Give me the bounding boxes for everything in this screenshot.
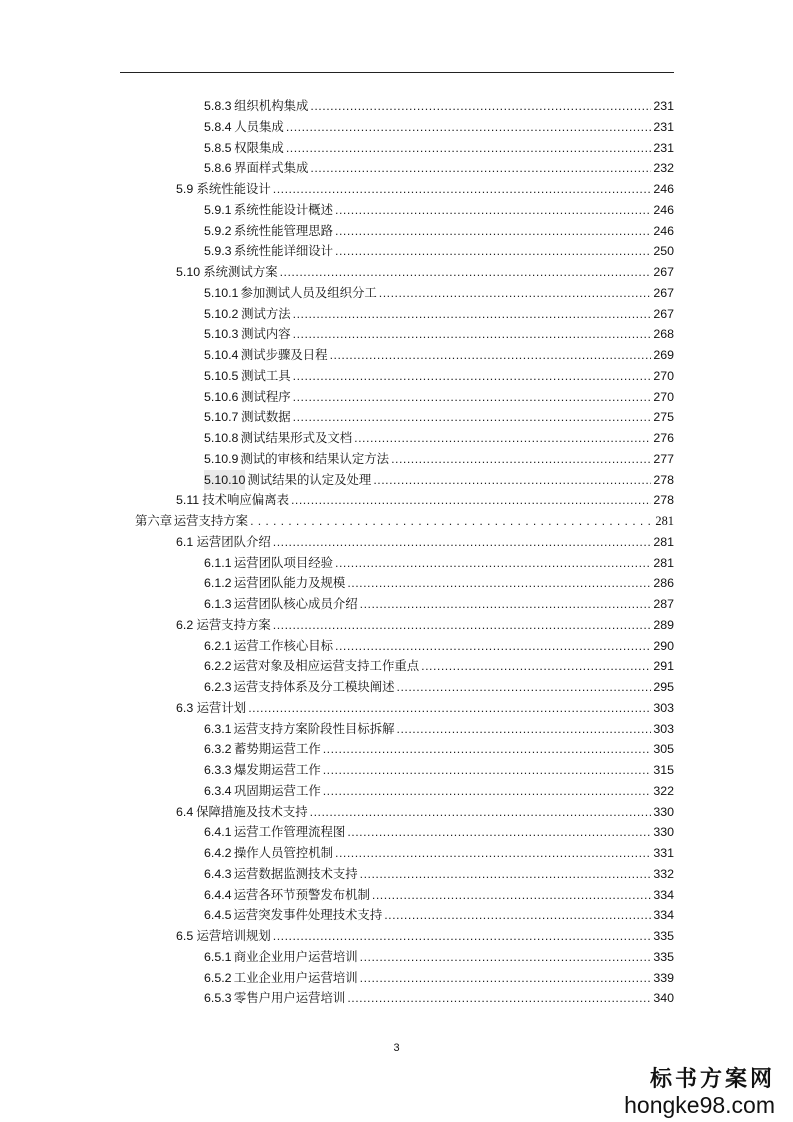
- toc-entry-title: 巩固期运营工作: [234, 782, 321, 798]
- toc-entry-title: 运营支持方案阶段性目标拆解: [233, 720, 395, 736]
- toc-entry-leader: [273, 926, 652, 946]
- toc-entry-page: 246: [653, 182, 674, 196]
- toc-entry-leader: [384, 905, 651, 925]
- toc-entry-leader: [310, 158, 651, 178]
- toc-entry-title: 运营培训规划: [196, 928, 271, 943]
- toc-entry-title: 测试结果形式及文档: [240, 430, 353, 445]
- toc-entry-title: 操作人员管控机制: [233, 845, 334, 860]
- toc-entry-page: 250: [653, 244, 674, 259]
- toc-entry-leader: [391, 449, 651, 469]
- toc-entry-number: 6.3.1: [204, 721, 232, 736]
- toc-entry-leader: [250, 511, 653, 531]
- toc-entry-leader: [310, 802, 652, 822]
- toc-entry[interactable]: [204, 677, 674, 697]
- toc-entry[interactable]: [204, 324, 674, 344]
- toc-entry-title: 运营工作核心目标: [233, 637, 334, 653]
- toc-entry-page: 268: [653, 327, 674, 342]
- toc-entry-leader: [310, 96, 651, 116]
- toc-entry-title: 工业企业用户运营培训: [233, 969, 358, 985]
- watermark-cn: 标书方案网: [649, 1066, 775, 1092]
- toc-entry[interactable]: [204, 387, 674, 407]
- toc-entry-number: 5.10.8: [204, 431, 239, 445]
- toc-entry[interactable]: [204, 905, 674, 925]
- toc-entry-page: 322: [653, 783, 674, 798]
- toc-entry-title: 保障措施及技术支持: [196, 803, 308, 819]
- toc-entry[interactable]: [204, 117, 674, 137]
- toc-entry-title: 运营突发事件处理技术支持: [233, 907, 383, 923]
- toc-entry-page: 281: [653, 534, 674, 549]
- toc-entry-page: 340: [653, 991, 674, 1006]
- toc-entry[interactable]: [176, 698, 674, 718]
- toc-entry-title: 界面样式集成: [234, 160, 309, 176]
- toc-entry-number: 6.2.1: [204, 638, 232, 653]
- toc-entry[interactable]: [204, 760, 674, 780]
- header-rule: [120, 72, 674, 73]
- toc-entry-leader: [360, 864, 652, 884]
- toc-entry-leader: [335, 843, 651, 863]
- toc-entry-number: 6.3.3: [204, 763, 232, 777]
- toc-entry[interactable]: [176, 926, 674, 946]
- toc-entry[interactable]: [204, 885, 674, 905]
- toc-entry[interactable]: [176, 615, 674, 635]
- toc-entry-page: 281: [653, 555, 674, 570]
- toc-entry-leader: [360, 594, 652, 614]
- toc-entry-title: 运营支持体系及分工模块阐述: [233, 679, 395, 694]
- toc-entry-leader: [335, 200, 651, 220]
- toc-entry[interactable]: [204, 947, 674, 967]
- toc-entry-number: 5.10.10: [204, 470, 245, 490]
- toc-entry-page: 290: [653, 638, 674, 653]
- toc-entry-leader: [372, 885, 651, 905]
- toc-entry-leader: [273, 532, 652, 552]
- toc-entry-leader: [397, 719, 652, 739]
- toc-entry-page: 232: [653, 161, 674, 176]
- toc-entry-number: 6.5.3: [204, 991, 232, 1006]
- toc-entry-title: 权限集成: [234, 139, 284, 155]
- toc-entry-leader: [293, 304, 652, 324]
- toc-entry-page: 315: [653, 763, 674, 777]
- toc-entry[interactable]: [176, 179, 674, 199]
- toc-entry[interactable]: [176, 490, 674, 510]
- toc-entry-title: 系统性能管理思路: [233, 222, 334, 238]
- toc-entry[interactable]: [204, 449, 674, 469]
- toc-entry[interactable]: [204, 407, 674, 427]
- toc-entry-number: 5.10: [176, 265, 201, 279]
- toc-entry-number: 6.4.4: [204, 887, 232, 902]
- toc-entry-number: 5.8.5: [204, 140, 232, 155]
- toc-entry-number: 6.2: [176, 617, 194, 632]
- toc-entry[interactable]: [204, 200, 674, 220]
- toc-entry-leader: [335, 241, 651, 261]
- toc-entry-page: 334: [653, 908, 674, 923]
- toc-entry[interactable]: [204, 843, 674, 863]
- toc-entry-title: 测试数据: [241, 409, 291, 425]
- toc-entry-leader: [286, 117, 651, 137]
- toc-entry-title: 运营工作管理流程图: [233, 824, 346, 840]
- toc-entry-title: 测试工具: [241, 367, 291, 383]
- toc-entry-leader: [330, 345, 652, 365]
- toc-entry-number: 5.9.1: [204, 202, 232, 217]
- toc-entry-number: 6.4.2: [204, 846, 232, 860]
- toc-entry-number: 5.10.7: [204, 410, 239, 425]
- toc-entry[interactable]: [204, 594, 674, 614]
- toc-entry-page: 330: [653, 804, 674, 819]
- toc-entry-page: 339: [653, 970, 674, 985]
- toc-entry[interactable]: [204, 656, 674, 676]
- toc-entry-number: 6.4.3: [204, 866, 232, 881]
- toc-entry[interactable]: [204, 553, 674, 573]
- toc-entry-title: 测试的审核和结果认定方法: [240, 450, 390, 466]
- toc-entry-page: 305: [653, 742, 674, 757]
- toc-entry[interactable]: [204, 470, 674, 490]
- toc-entry[interactable]: [204, 158, 674, 178]
- toc-entry-leader: [293, 387, 652, 407]
- toc-entry-leader: [335, 636, 651, 656]
- toc-entry-page: 267: [653, 265, 674, 279]
- toc-entry-leader: [421, 656, 651, 676]
- toc-entry-leader: [347, 822, 651, 842]
- toc-entry-title: 蓄势期运营工作: [234, 741, 321, 757]
- toc-entry-number: 6.3.2: [204, 742, 232, 757]
- toc-entry-page: 276: [653, 431, 674, 445]
- toc-entry[interactable]: [204, 822, 674, 842]
- toc-entry-number: 5.8.6: [204, 161, 232, 176]
- toc-entry-title: 运营支持方案: [173, 513, 249, 528]
- toc-entry-leader: [373, 470, 651, 490]
- toc-entry-leader: [293, 366, 652, 386]
- toc-entry-leader: [273, 615, 652, 635]
- toc-entry-page: 286: [653, 576, 674, 591]
- toc-entry[interactable]: [176, 532, 674, 552]
- toc-entry[interactable]: [204, 221, 674, 241]
- toc-entry-leader: [360, 947, 652, 967]
- toc-entry-title: 人员集成: [234, 118, 284, 134]
- toc-entry-title: 参加测试人员及组织分工: [240, 284, 377, 300]
- watermark-en: hongke98.com: [624, 1092, 775, 1118]
- watermark: [624, 1066, 775, 1118]
- toc-entry-title: 运营数据监测技术支持: [233, 865, 358, 881]
- toc-entry[interactable]: [204, 988, 674, 1008]
- toc-entry[interactable]: [204, 719, 674, 739]
- toc-entry-number: 5.10.9: [204, 451, 239, 466]
- toc-entry-page: 246: [653, 202, 674, 217]
- toc-entry[interactable]: [204, 283, 674, 303]
- toc-entry-leader: [347, 573, 651, 593]
- toc-entry[interactable]: [204, 366, 674, 386]
- toc-entry-number: 第六章: [135, 513, 173, 528]
- toc-entry[interactable]: [176, 802, 674, 822]
- toc-entry-page: 335: [653, 949, 674, 964]
- toc-entry-number: 6.2.2: [204, 659, 232, 674]
- toc-entry-page: 295: [653, 680, 674, 694]
- toc-entry-title: 运营各环节预警发布机制: [233, 886, 370, 902]
- toc-entry-number: 6.4.1: [204, 825, 232, 840]
- toc-entry-page: 231: [653, 140, 674, 155]
- toc-entry[interactable]: [204, 96, 674, 116]
- toc-entry-page: 289: [653, 617, 674, 632]
- toc-entry-leader: [354, 428, 651, 448]
- toc-entry-title: 系统测试方案: [203, 264, 278, 279]
- toc-entry-number: 6.3.4: [204, 783, 232, 798]
- toc-entry-page: 270: [653, 389, 674, 404]
- toc-entry-leader: [335, 553, 651, 573]
- toc-entry[interactable]: [204, 304, 674, 324]
- toc-entry-number: 5.10.2: [204, 306, 239, 321]
- toc-entry-leader: [280, 262, 652, 282]
- toc-entry-leader: [335, 221, 651, 241]
- toc-entry[interactable]: [176, 262, 674, 282]
- toc-entry[interactable]: [204, 428, 674, 448]
- toc-entry-leader: [323, 739, 652, 759]
- toc-entry[interactable]: [204, 636, 674, 656]
- toc-entry-number: 6.5: [176, 929, 194, 943]
- toc-entry-title: 运营支持方案: [196, 616, 271, 632]
- toc-entry-page: 335: [653, 929, 674, 943]
- toc-entry-title: 测试程序: [241, 388, 291, 404]
- toc-entry-leader: [293, 324, 652, 344]
- toc-entry-title: 系统性能设计: [196, 181, 271, 196]
- toc-entry-page: 231: [653, 119, 674, 134]
- toc-entry-page: 278: [653, 472, 674, 487]
- toc-entry-number: 5.8.4: [204, 119, 232, 134]
- toc-entry-title: 测试内容: [241, 326, 291, 342]
- toc-entry-number: 5.9: [176, 182, 194, 196]
- toc-entry-leader: [293, 407, 652, 427]
- toc-entry-number: 5.10.6: [204, 389, 239, 404]
- toc-entry-page: 334: [653, 887, 674, 902]
- toc-entry-number: 6.1.3: [204, 597, 232, 611]
- toc-entry[interactable]: [204, 573, 674, 593]
- toc-entry-title: 运营团队项目经验: [233, 554, 334, 570]
- toc-entry-page: 291: [653, 659, 674, 674]
- toc-entry-title: 运营团队介绍: [196, 533, 271, 549]
- toc-entry-page: 267: [653, 285, 674, 300]
- toc-entry-leader: [347, 988, 651, 1008]
- toc-entry-number: 6.1: [176, 534, 194, 549]
- toc-entry-page: 231: [653, 99, 674, 113]
- toc-entry-page: 303: [653, 721, 674, 736]
- toc-entry-leader: [323, 781, 652, 801]
- toc-entry-leader: [248, 698, 651, 718]
- toc-entry-title: 测试方法: [241, 305, 291, 321]
- toc-entry-page: 277: [653, 451, 674, 466]
- toc-entry-page: 275: [653, 410, 674, 425]
- toc-entry-number: 6.1.1: [204, 555, 232, 570]
- toc-entry[interactable]: [204, 138, 674, 158]
- toc-entry-title: 技术响应偏离表: [202, 492, 289, 508]
- toc-entry-page: 269: [653, 348, 674, 362]
- toc-entry-page: 278: [653, 493, 674, 508]
- toc-entry-title: 运营团队能力及规模: [233, 575, 346, 591]
- toc-entry-title: 商业企业用户运营培训: [233, 948, 358, 964]
- toc-entry-page: 281: [655, 514, 674, 528]
- toc-entry-number: 5.11: [176, 493, 200, 508]
- toc-entry-title: 测试步骤及日程: [240, 347, 328, 362]
- toc-entry-number: 6.4.5: [204, 908, 232, 923]
- toc-entry-page: 287: [653, 597, 674, 611]
- toc-entry-page: 270: [653, 368, 674, 383]
- toc-entry-leader: [323, 760, 652, 780]
- toc-entry-number: 5.9.3: [204, 244, 232, 259]
- toc-entry[interactable]: [204, 739, 674, 759]
- toc-entry-page: 303: [653, 700, 674, 715]
- toc-entry-page: 246: [653, 223, 674, 238]
- toc-entry-leader: [273, 179, 652, 199]
- toc-entry-number: 6.1.2: [204, 576, 232, 591]
- toc-entry-title: 组织机构集成: [234, 98, 309, 113]
- toc-entry-title: 运营团队核心成员介绍: [233, 596, 358, 611]
- toc-entry[interactable]: [204, 345, 674, 365]
- toc-entry-title: 测试结果的认定及处理: [247, 471, 372, 487]
- toc-entry[interactable]: [204, 781, 674, 801]
- toc-entry-number: 6.5.2: [204, 970, 232, 985]
- toc-entry-number: 5.8.3: [204, 99, 232, 113]
- toc-entry-number: 6.5.1: [204, 949, 232, 964]
- toc-entry-page: 332: [653, 866, 674, 881]
- toc-entry-page: 330: [653, 825, 674, 840]
- toc-entry-title: 运营计划: [196, 699, 247, 715]
- toc-entry-leader: [397, 677, 652, 697]
- toc-entry-leader: [291, 490, 651, 510]
- toc-entry-title: 零售户用户运营培训: [233, 990, 346, 1006]
- page-number: 3: [393, 1042, 400, 1054]
- toc-entry-number: 5.10.1: [204, 285, 239, 300]
- toc-entry-title: 运营对象及相应运营支持工作重点: [233, 658, 420, 674]
- toc-entry-leader: [379, 283, 652, 303]
- toc-entry-number: 5.10.3: [204, 327, 239, 342]
- toc-entry-leader: [360, 968, 652, 988]
- toc-entry-page: 267: [653, 306, 674, 321]
- toc-entry-number: 6.2.3: [204, 680, 232, 694]
- toc-entry[interactable]: [204, 968, 674, 988]
- toc-entry-number: 6.3: [176, 700, 194, 715]
- toc-entry-title: 系统性能设计概述: [233, 201, 334, 217]
- toc-entry-title: 系统性能详细设计: [233, 243, 334, 259]
- toc-entry-page: 331: [653, 846, 674, 860]
- toc-entry-number: 5.9.2: [204, 223, 232, 238]
- toc-entry-leader: [286, 138, 651, 158]
- toc-entry-number: 5.10.5: [204, 368, 239, 383]
- toc-entry[interactable]: [204, 864, 674, 884]
- toc-entry[interactable]: [204, 241, 674, 261]
- toc-entry[interactable]: [135, 511, 674, 531]
- toc-entry-title: 爆发期运营工作: [234, 762, 321, 777]
- toc-entry-number: 5.10.4: [204, 348, 239, 362]
- toc-entry-number: 6.4: [176, 804, 194, 819]
